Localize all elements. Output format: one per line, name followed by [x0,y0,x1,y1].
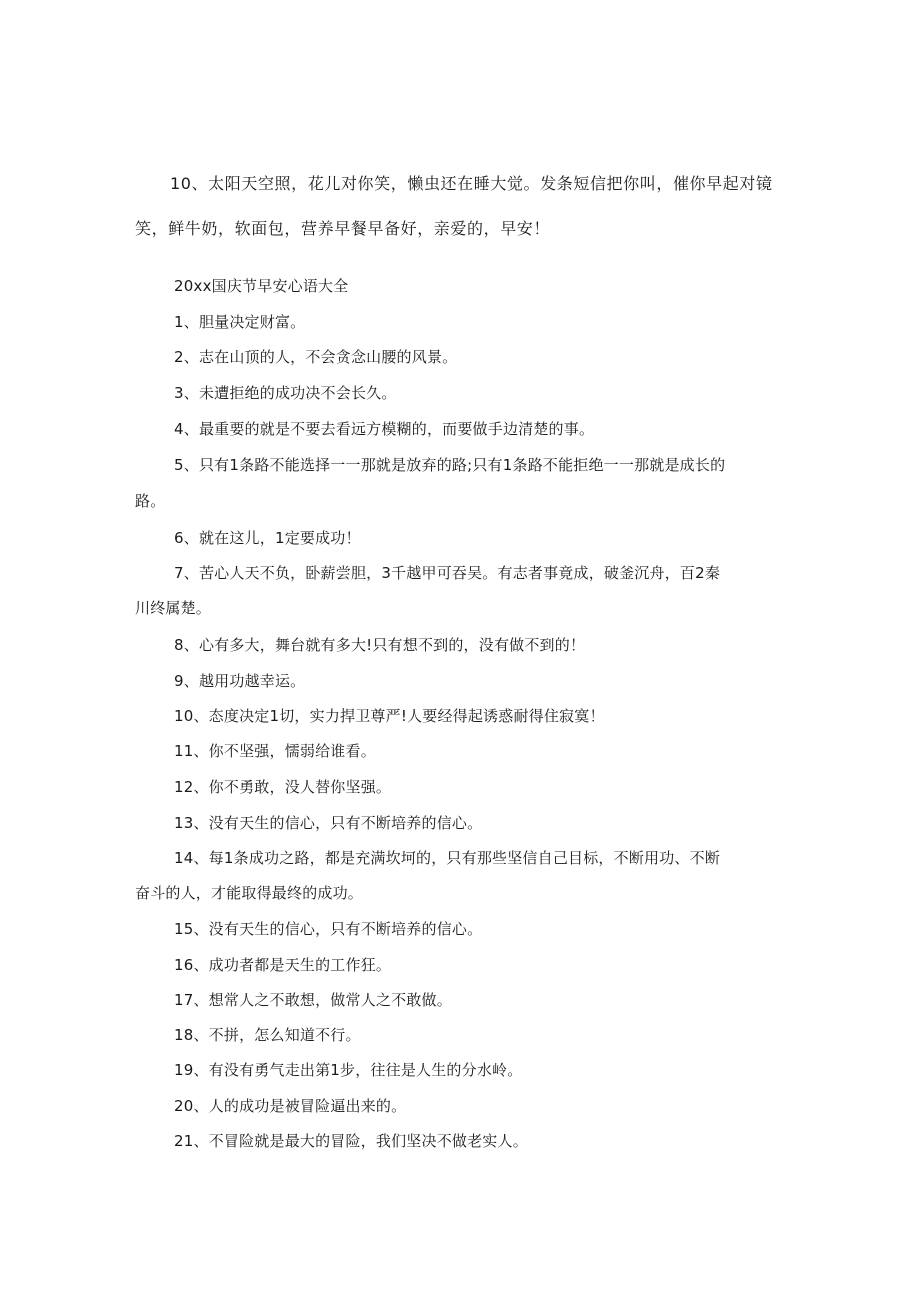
list-item: 19、有没有勇气走出第1步，往往是人生的分水岭。 [174,1061,523,1079]
list-item: 4、最重要的就是不要去看远方模糊的，而要做手边清楚的事。 [174,420,595,438]
list-item: 14、每1条成功之路，都是充满坎坷的，只有那些坚信自己目标，不断用功、不断 [174,849,721,867]
list-item: 15、没有天生的信心，只有不断培养的信心。 [174,920,483,938]
list-item: 17、想常人之不敢想，做常人之不敢做。 [174,991,452,1009]
list-item: 18、不拼，怎么知道不行。 [174,1026,361,1044]
list-item: 13、没有天生的信心，只有不断培养的信心。 [174,814,483,832]
list-item: 1、胆量决定财富。 [174,313,306,331]
intro-line-1: 10、太阳天空照，花儿对你笑，懒虫还在睡大觉。发条短信把你叫，催你早起对镜 [170,174,773,193]
list-item-continuation: 奋斗的人，才能取得最终的成功。 [135,884,364,902]
list-item: 16、成功者都是天生的工作狂。 [174,956,392,974]
list-item: 8、心有多大，舞台就有多大!只有想不到的，没有做不到的！ [174,636,586,654]
intro-line-2: 笑，鲜牛奶，软面包，营养早餐早备好，亲爱的，早安！ [135,219,551,238]
list-item: 11、你不坚强，懦弱给谁看。 [174,742,376,760]
list-item: 12、你不勇敢，没人替你坚强。 [174,778,392,796]
list-item: 2、志在山顶的人，不会贪念山腰的风景。 [174,348,458,366]
list-item: 10、态度决定1切，实力捍卫尊严!人要经得起诱惑耐得住寂寞！ [174,707,605,725]
list-item-continuation: 川终属楚。 [135,599,212,617]
list-item: 7、苦心人天不负，卧薪尝胆，3千越甲可吞吴。有志者事竟成，破釜沉舟，百2秦 [174,564,721,582]
list-item: 20、人的成功是被冒险逼出来的。 [174,1097,407,1115]
section-heading: 20xx国庆节早安心语大全 [174,277,349,295]
list-item-continuation: 路。 [135,492,166,510]
list-item: 5、只有1条路不能选择一一那就是放弃的路;只有1条路不能拒绝一一那就是成长的 [174,456,726,474]
list-item: 3、未遭拒绝的成功决不会长久。 [174,384,397,402]
list-item: 6、就在这儿，1定要成功！ [174,529,361,547]
list-item: 9、越用功越幸运。 [174,672,306,690]
list-item: 21、不冒险就是最大的冒险，我们坚决不做老实人。 [174,1132,528,1150]
